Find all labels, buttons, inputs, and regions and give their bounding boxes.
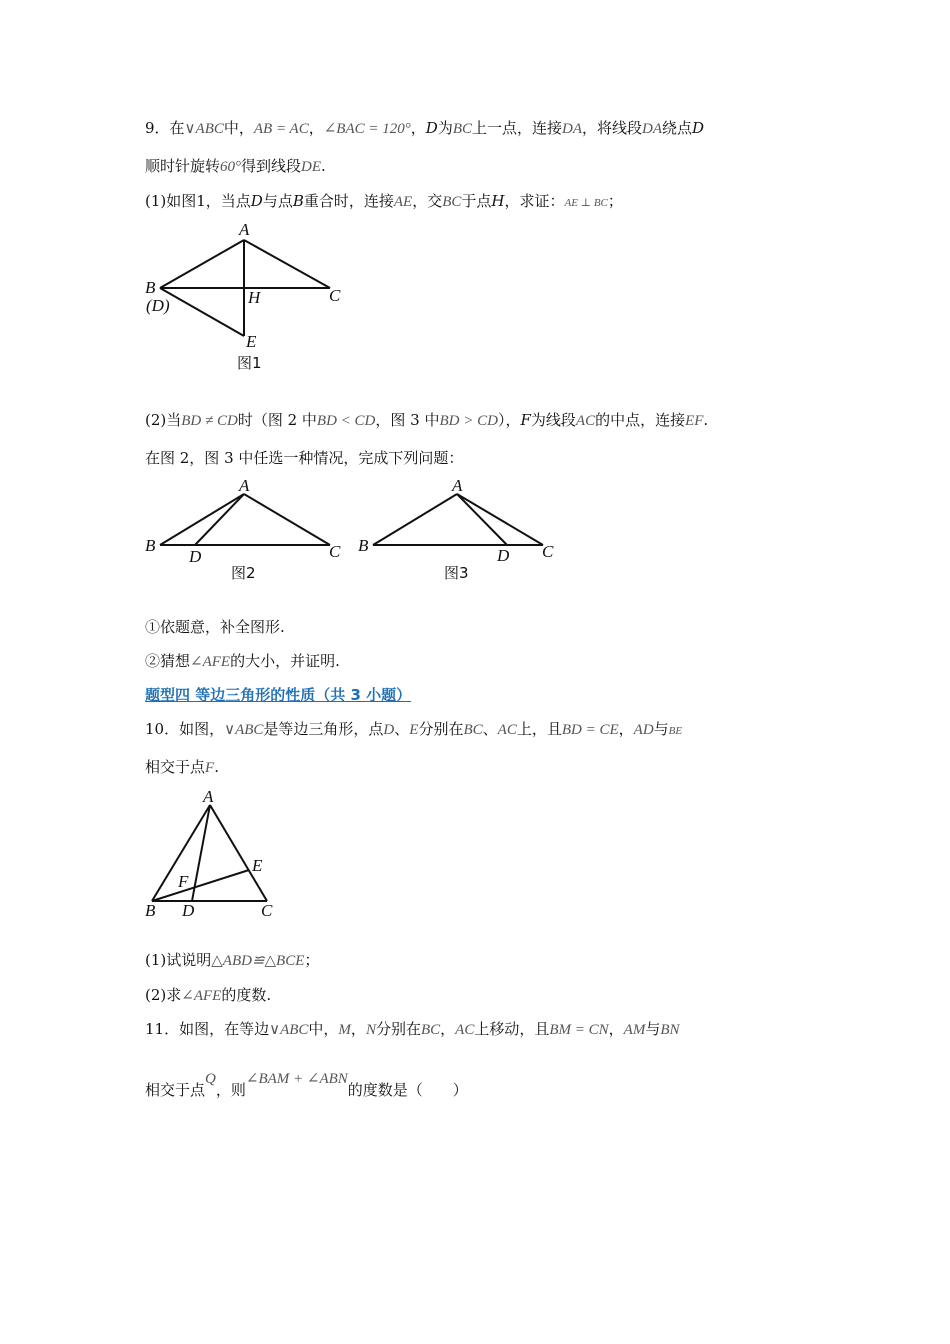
section-heading[interactable]: 题型四 等边三角形的性质（共 3 小题） bbox=[145, 686, 412, 704]
text: (1)试说明 bbox=[145, 951, 212, 969]
text: ， bbox=[608, 1020, 624, 1038]
segment-ac bbox=[210, 805, 267, 901]
caption-fig1: 图1 bbox=[237, 354, 262, 372]
math-triangle-abc: ∨ABC bbox=[184, 121, 224, 137]
math-bc: BC bbox=[452, 121, 472, 137]
math-ac: AC bbox=[575, 413, 596, 429]
text: ， bbox=[410, 119, 426, 137]
math-triangle-abc: ∨ABC bbox=[224, 722, 264, 738]
math-ef: EF bbox=[685, 413, 704, 429]
math-e: E bbox=[409, 722, 419, 738]
math-bc: BC bbox=[463, 722, 483, 738]
label-b: B bbox=[145, 278, 156, 297]
math-d: D bbox=[250, 192, 263, 210]
label-c: C bbox=[329, 542, 341, 561]
segment-ac bbox=[244, 494, 330, 545]
math-ac: AC bbox=[497, 722, 517, 738]
math-ac: AC bbox=[455, 1022, 475, 1038]
math-ad: AD bbox=[633, 722, 654, 738]
label-b: B bbox=[145, 901, 156, 920]
label-a: A bbox=[239, 476, 250, 495]
text: 、 bbox=[394, 720, 410, 738]
math-60deg: 60° bbox=[220, 159, 242, 175]
label-b: B bbox=[358, 536, 369, 555]
label-h: H bbox=[248, 288, 261, 307]
text: ， bbox=[308, 119, 324, 137]
math-angle-bac: ∠BAC = 120° bbox=[323, 121, 411, 137]
math-m: M bbox=[338, 1022, 351, 1038]
label-d: D bbox=[497, 546, 510, 565]
math-f: F bbox=[205, 760, 215, 776]
text: 与 bbox=[653, 720, 669, 738]
text: 的中点，连接 bbox=[595, 411, 686, 429]
math-congruent-triangles: △ABD≌△BCE bbox=[211, 953, 305, 969]
figure-3 bbox=[355, 476, 565, 586]
text: ； bbox=[607, 192, 623, 210]
text: 11．如图，在等边 bbox=[145, 1020, 270, 1038]
text: ， bbox=[618, 720, 634, 738]
segment-be bbox=[152, 870, 249, 901]
math-angle-afe: ∠AFE bbox=[181, 988, 222, 1004]
text: 10．如图， bbox=[145, 720, 225, 738]
label-c: C bbox=[261, 901, 273, 920]
label-d: (D) bbox=[146, 296, 170, 315]
text: ，求证： bbox=[504, 192, 565, 210]
segment-ab bbox=[160, 240, 244, 288]
text: 、 bbox=[482, 720, 498, 738]
text: 分别在 bbox=[418, 720, 464, 738]
q9-number: 9．在 bbox=[145, 119, 185, 137]
segment-be bbox=[160, 288, 244, 336]
label-b: B bbox=[145, 536, 156, 555]
text: ，图 3 中 bbox=[375, 411, 440, 429]
label-d: D bbox=[182, 901, 195, 920]
q9-part1 bbox=[145, 191, 623, 213]
label-e: E bbox=[246, 332, 257, 351]
label-c: C bbox=[542, 542, 554, 561]
math-bd-neq-cd: BD ≠ CD bbox=[181, 413, 238, 429]
caption-fig3: 图3 bbox=[444, 564, 469, 582]
text: 于点 bbox=[461, 192, 492, 210]
text: . bbox=[703, 411, 709, 429]
q11-line2 bbox=[145, 1071, 468, 1101]
text: 与点 bbox=[262, 192, 293, 210]
text: 为线段 bbox=[530, 411, 576, 429]
text: 重合时，连接 bbox=[303, 192, 394, 210]
text: 相交于点 bbox=[145, 1081, 206, 1099]
label-e: E bbox=[252, 856, 263, 875]
math-bc: BC bbox=[442, 194, 462, 210]
text: 的大小，并证明. bbox=[230, 652, 340, 670]
math-bm-eq-cn: BM = CN bbox=[549, 1022, 609, 1038]
q9-sub1: ①依题意，补全图形. bbox=[145, 618, 285, 636]
label-a: A bbox=[239, 220, 250, 239]
label-d: D bbox=[189, 547, 202, 566]
text: 绕点 bbox=[662, 119, 693, 137]
text: (2)当 bbox=[145, 411, 182, 429]
math-be: BE bbox=[668, 725, 683, 737]
text: ， bbox=[440, 1020, 456, 1038]
figure-1 bbox=[140, 220, 360, 380]
text: 顺时针旋转 bbox=[145, 157, 221, 175]
q10-part2 bbox=[145, 985, 271, 1006]
math-bd-gt-cd: BD > CD bbox=[439, 413, 498, 429]
q11-line1 bbox=[145, 1019, 680, 1040]
text: . bbox=[214, 758, 219, 776]
segment-ab bbox=[373, 494, 457, 545]
text: ； bbox=[304, 951, 320, 969]
q9-part2-line2: 在图 2，图 3 中任选一种情况，完成下列问题： bbox=[145, 449, 464, 467]
text: 分别在 bbox=[375, 1020, 421, 1038]
math-d: D bbox=[692, 119, 705, 137]
math-d: D bbox=[383, 722, 395, 738]
text: . bbox=[321, 157, 326, 175]
q9-sub2 bbox=[145, 651, 340, 672]
math-bc: BC bbox=[420, 1022, 441, 1038]
text: 上移动，且 bbox=[474, 1020, 550, 1038]
text: 上一点，连接 bbox=[472, 119, 563, 137]
math-b: B bbox=[292, 192, 304, 210]
q10-part1 bbox=[145, 950, 319, 971]
math-angle-afe: ∠AFE bbox=[190, 654, 231, 670]
segment-ac bbox=[244, 240, 330, 288]
math-am: AM bbox=[623, 1022, 646, 1038]
q10-line2 bbox=[145, 757, 219, 778]
math-angle-sum: ∠BAM + ∠ABN bbox=[245, 1071, 348, 1087]
math-n: N bbox=[365, 1022, 376, 1038]
text: (1)如图1，当点 bbox=[145, 192, 251, 210]
label-a: A bbox=[452, 476, 463, 495]
q9-line2 bbox=[145, 156, 326, 177]
math-da: DA bbox=[562, 121, 583, 137]
text: ，交 bbox=[412, 192, 443, 210]
text: (2)求 bbox=[145, 986, 182, 1004]
q9-line1 bbox=[145, 118, 704, 139]
math-bd-lt-cd: BD < CD bbox=[316, 413, 376, 429]
text: 与 bbox=[645, 1020, 661, 1038]
text: 的度数. bbox=[221, 986, 272, 1004]
text: ，将线段 bbox=[582, 119, 643, 137]
q10-line1 bbox=[145, 719, 682, 741]
math-ab-eq-ac: AB = AC bbox=[253, 121, 309, 137]
figure-2 bbox=[140, 476, 350, 586]
q9-part2 bbox=[145, 410, 708, 431]
math-de: DE bbox=[301, 159, 322, 175]
math-ae: AE bbox=[393, 194, 413, 210]
math-ae-perp-bc: AE ⊥ BC bbox=[564, 197, 608, 209]
label-f: F bbox=[178, 872, 189, 891]
text: ， bbox=[350, 1020, 366, 1038]
text: ）， bbox=[497, 411, 521, 429]
math-q: Q bbox=[205, 1071, 216, 1087]
text: 上，且 bbox=[516, 720, 562, 738]
label-a: A bbox=[203, 787, 214, 806]
math-f: F bbox=[520, 411, 531, 429]
math-d: D bbox=[425, 119, 438, 137]
caption-fig2: 图2 bbox=[231, 564, 256, 582]
text: 的度数是（ ） bbox=[347, 1081, 468, 1099]
text: 时（图 2 中 bbox=[237, 411, 317, 429]
math-triangle-abc: ∨ABC bbox=[269, 1022, 309, 1038]
text: 为 bbox=[437, 119, 453, 137]
math-bd-eq-ce: BD = CE bbox=[561, 722, 619, 738]
text: 相交于点 bbox=[145, 758, 206, 776]
math-bn: BN bbox=[660, 1022, 680, 1038]
figure-q10 bbox=[140, 785, 290, 925]
text: 得到线段 bbox=[241, 157, 302, 175]
math-h: H bbox=[491, 192, 505, 210]
math-da: DA bbox=[642, 121, 663, 137]
text: ，则 bbox=[215, 1081, 246, 1099]
text: 中， bbox=[308, 1020, 339, 1038]
text: 是等边三角形，点 bbox=[263, 720, 384, 738]
text: ②猜想 bbox=[145, 652, 191, 670]
label-c: C bbox=[329, 286, 341, 305]
text: 中， bbox=[223, 119, 254, 137]
